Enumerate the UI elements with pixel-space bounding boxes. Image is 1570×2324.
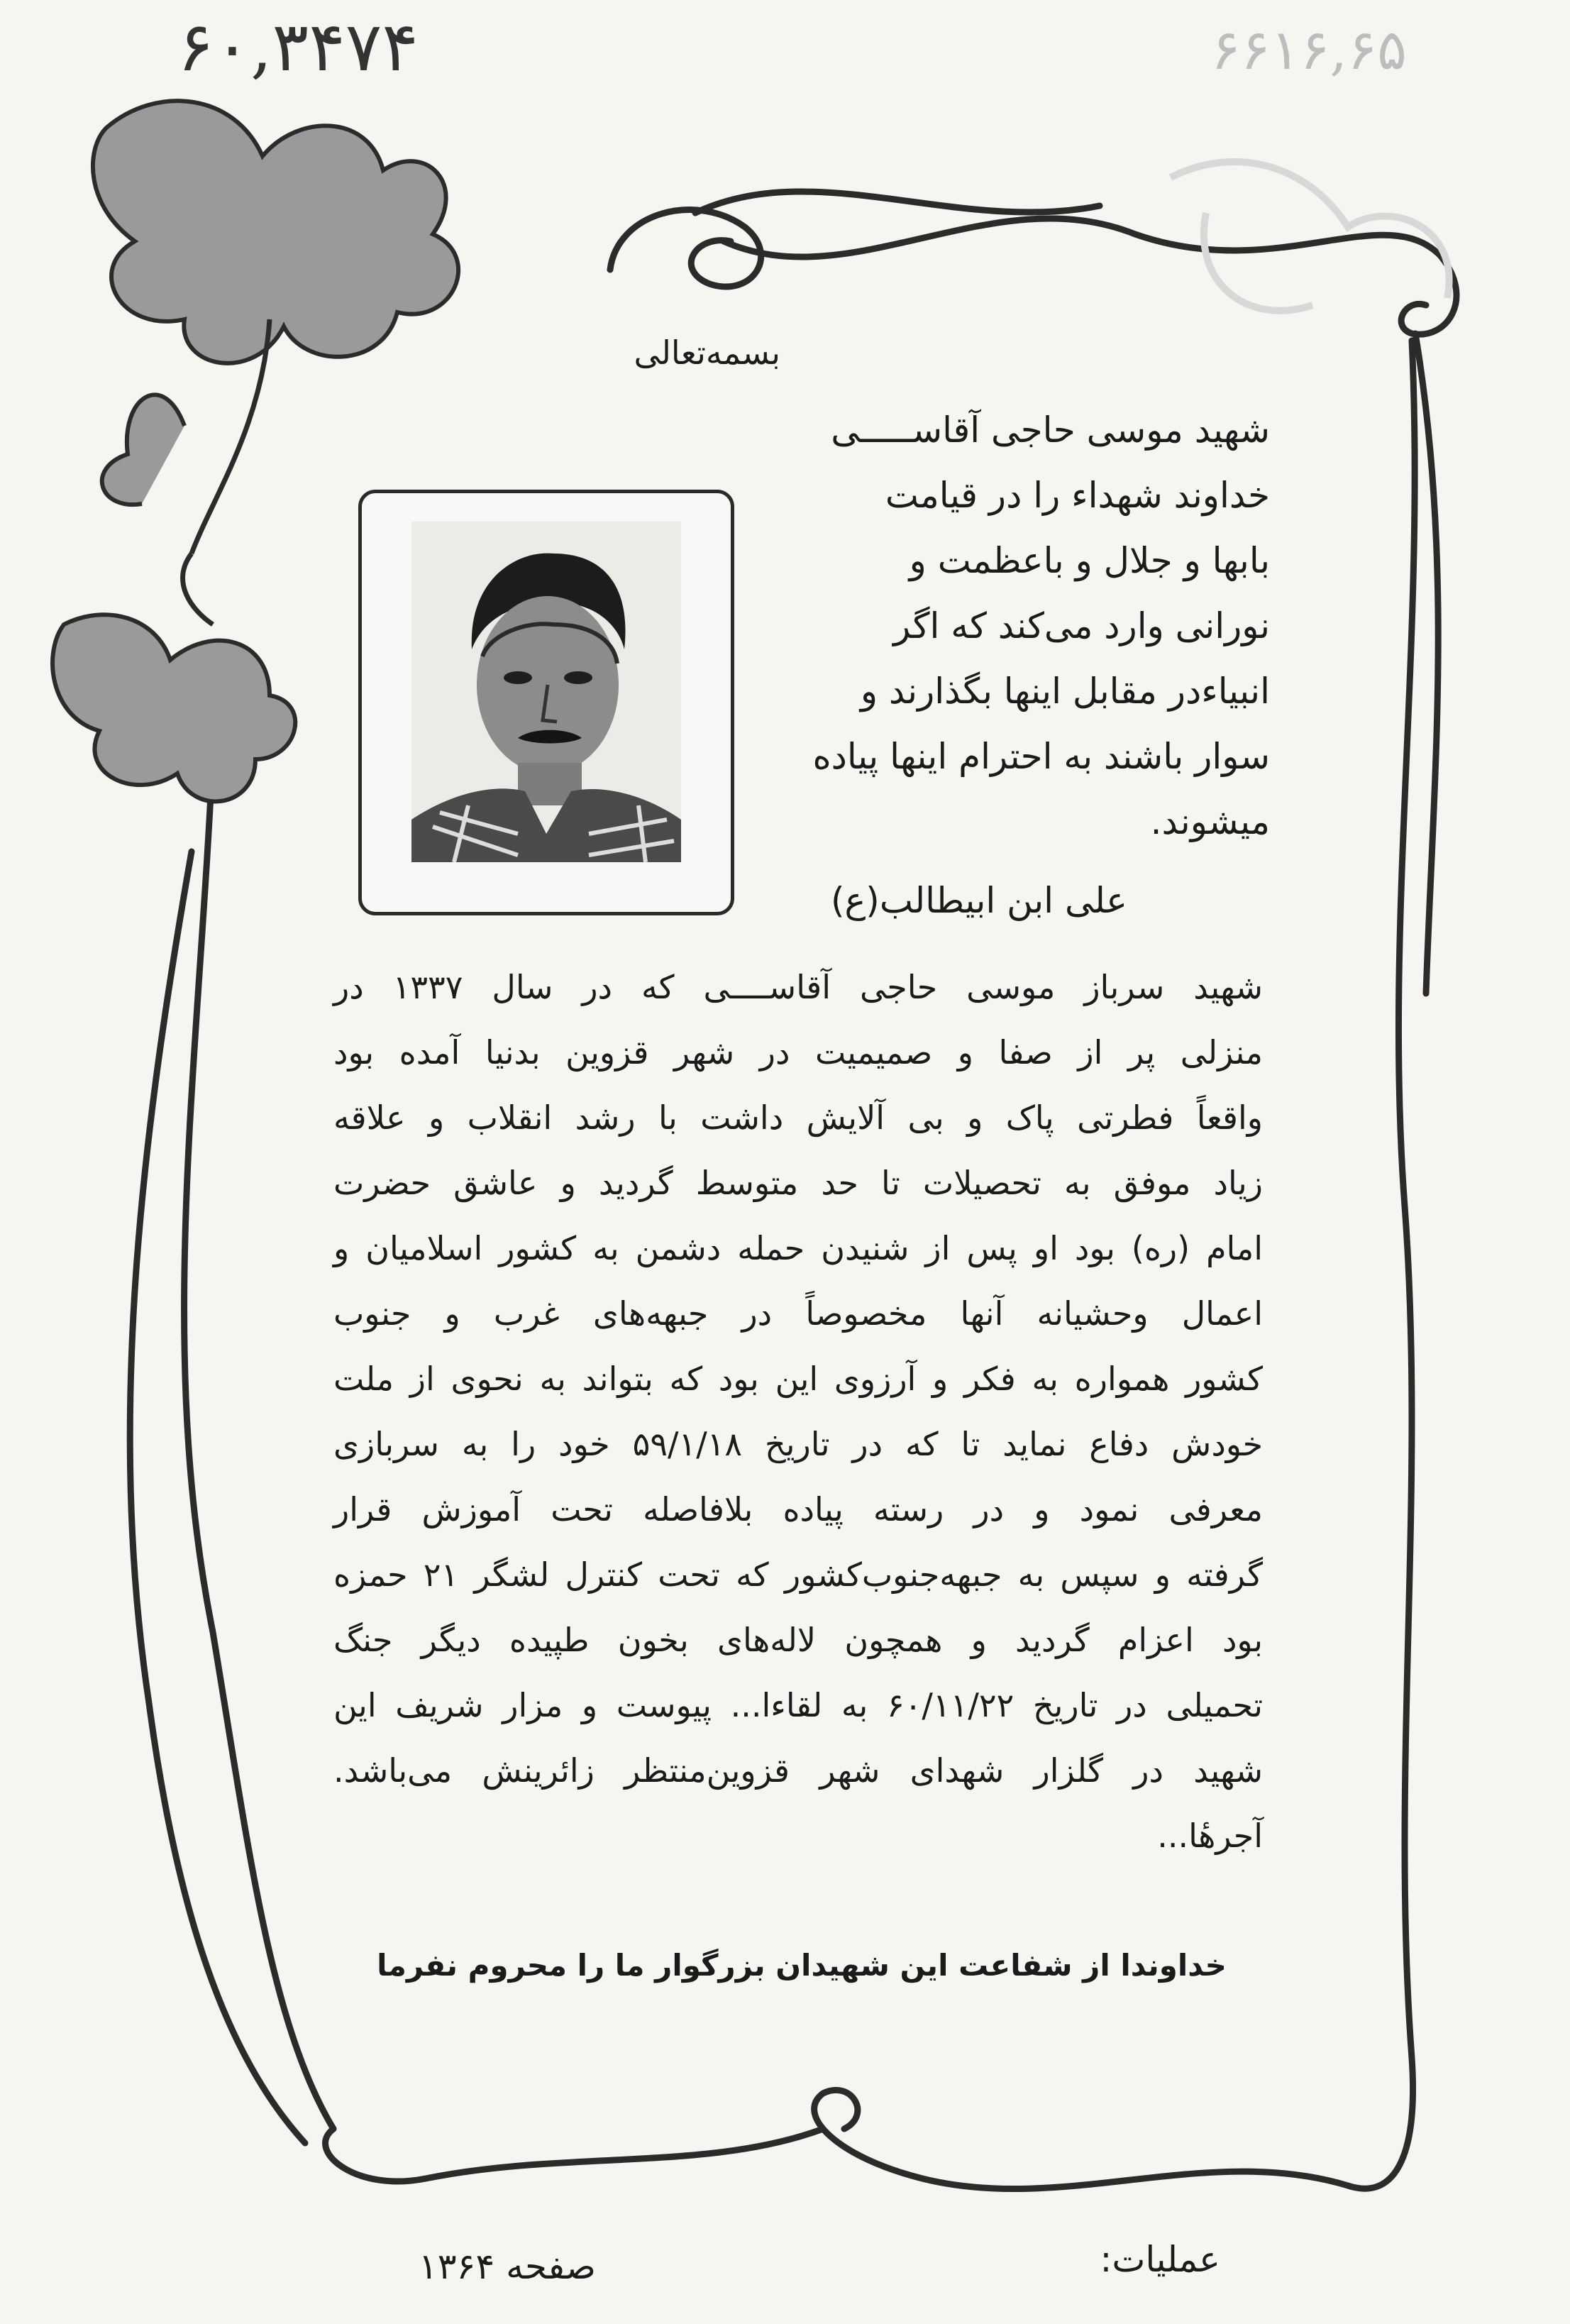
page-number: صفحه ۱۳۶۴ xyxy=(418,2246,596,2287)
biography-line: شهید در گلزار شهدای شهر قزوین‌منتظر زائرینش می‌باشد. xyxy=(333,1751,1263,1790)
intro-line: نورانی وارد می‌کند که اگر xyxy=(893,605,1270,646)
intro-line: خداوند شهداء را در قیامت xyxy=(885,475,1270,516)
operations-label: عملیات: xyxy=(1100,2239,1220,2280)
biography-line: تحمیلی در تاریخ ۶۰/۱۱/۲۲ به لقاءا... پیوست و مزار شریف این xyxy=(333,1686,1263,1724)
biography-line: واقعاً فطرتی پاک و بی آلایش داشت با رشد انقلاب و علاقه xyxy=(333,1098,1263,1137)
biography-line: امام (ره) بود او پس از شنیدن حمله دشمن به کشور اسلامیان و xyxy=(333,1229,1263,1267)
biography-line: خودش دفاع نماید تا که در تاریخ ۵۹/۱/۱۸ خود را به سربازی xyxy=(333,1425,1264,1463)
archive-number-handwritten: ۶۰,۳۴۷۴ xyxy=(177,7,419,87)
intro-line: شهید موسی حاجی آقاســـــی xyxy=(831,409,1270,451)
biography-line: بود اعزام گردید و همچون لاله‌های بخون طپیده دیگر جنگ xyxy=(333,1621,1263,1659)
intro-line: سوار باشند به احترام اینها پیاده xyxy=(812,736,1270,777)
biography-line: کشور همواره به فکر و آرزوی این بود که بتواند به نحوی از ملت xyxy=(333,1360,1263,1398)
biography-line: منزلی پر از صفا و صمیمیت در شهر قزوین بدنیا آمده بود xyxy=(333,1033,1263,1072)
archive-number-faded: ۶۶۱۶,۶۵ xyxy=(1210,18,1407,82)
biography-line: آجرهٔا... xyxy=(1157,1817,1263,1855)
portrait-frame xyxy=(358,490,734,915)
biography-line: زیاد موفق به تحصیلات تا حد متوسط گردید و عاشق حضرت xyxy=(333,1164,1263,1202)
intro-line: میشوند. xyxy=(1150,801,1270,842)
intro-quote xyxy=(787,397,1270,854)
invocation-heading: بسمه‌تعالی xyxy=(634,334,780,372)
quote-attribution: علی ابن ابیطالب(ع) xyxy=(830,880,1128,921)
biography-line: گرفته و سپس به جبهه‌جنوب‌کشور که تحت کنترل لشگر ۲۱ حمزه xyxy=(333,1555,1263,1594)
portrait-photo xyxy=(411,522,681,862)
biography-line: شهید سرباز موسی حاجی آقاســــی که در سال ۱۳۳۷ در xyxy=(333,968,1263,1006)
intro-line: بابها و جلال و باعظمت و xyxy=(909,540,1270,581)
intro-line: انبیاءدر مقابل اینها بگذارند و xyxy=(860,671,1270,712)
biography-text xyxy=(333,954,1263,1868)
biography-line: اعمال وحشیانه آنها مخصوصاً در جبهه‌های غرب و جنوب xyxy=(333,1294,1263,1333)
closing-prayer: خداوندا از شفاعت این شهیدان بزرگوار ما را محروم نفرما xyxy=(377,1948,1227,1983)
portrait-illustration xyxy=(411,522,681,862)
biography-line: معرفی نمود و در رسته پیاده بلافاصله تحت آموزش قرار xyxy=(333,1490,1263,1529)
